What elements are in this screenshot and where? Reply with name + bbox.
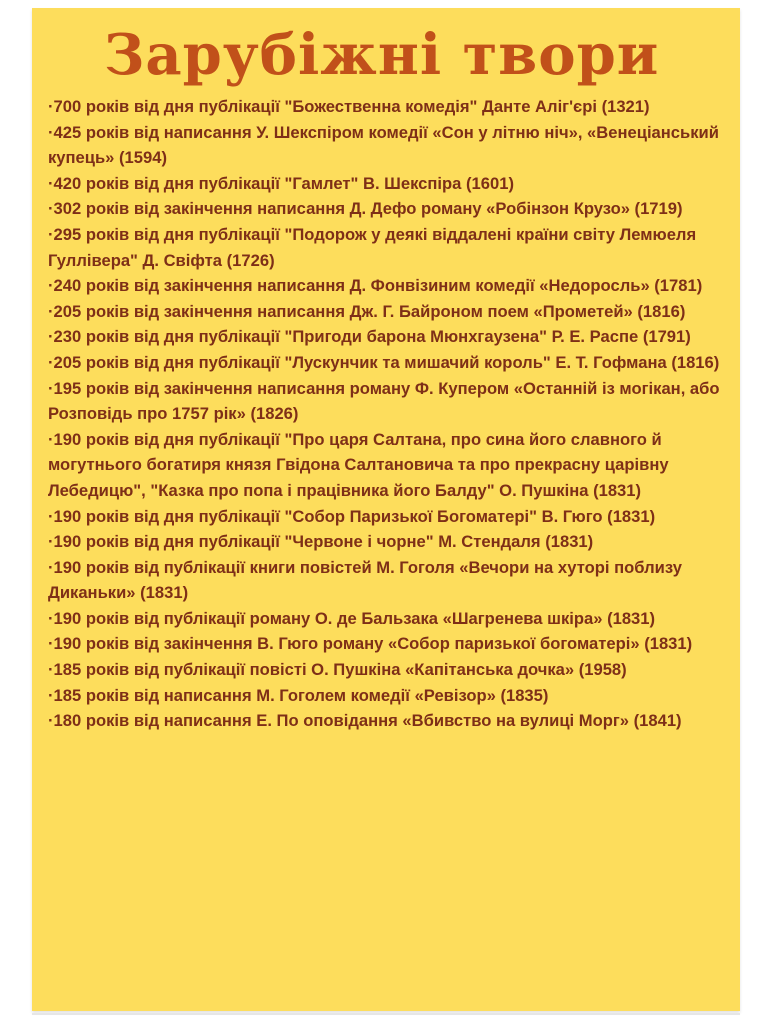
list-item: ·420 років від дня публікації "Гамлет" В. Шекспіра (1601) [48,173,514,193]
list-item: ·700 років від дня публікації "Божественна комедія" Данте Аліг'єрі (1321) [48,97,650,116]
list-item: ·230 років від дня публікації "Пригоди барона Мюнхгаузена" Р. Е. Распе (1791) [48,327,691,347]
list-item: ·295 років від дня публікації "Подорож у деякі віддалені країни світу Лемюеля Гуллівера" Д. Свіфта (1726) [48,224,697,270]
list-item: ·185 років від публікації повісті О. Пушкіна «Капітанська дочка» (1958) [48,660,627,680]
list-item: ·190 років від закінчення В. Гюго роману «Собор паризької богоматері» (1831) [48,634,693,654]
list-item: ·302 років від закінчення написання Д. Дефо роману «Робінзон Крузо» (1719) [48,199,683,219]
anniversary-list [48,94,728,734]
list-item: ·190 років від дня публікації "Собор Паризької Богоматері" В. Гюго (1831) [48,506,656,526]
list-item: ·180 років від написання Е. По оповідання «Вбивство на вулиці Морг» (1841) [48,711,682,731]
list-item: ·205 років від дня публікації "Лускунчик та мишачий король" Е. Т. Гофмана (1816) [48,352,720,372]
list-item: ·190 років від публікації роману О. де Бальзака «Шагренева шкіра» (1831) [48,608,656,628]
list-item: ·240 років від закінчення написання Д. Фонвізиним комедії «Недоросль» (1781) [48,276,703,296]
list-item: ·425 років від написання У. Шекспіром комедії «Сон у літню ніч», «Венеціанський купець» (1594) [48,122,719,168]
list-item: ·205 років від закінчення написання Дж. Г. Байроном поем «Прометей» (1816) [48,301,686,321]
list-item: ·185 років від написання М. Гоголем комедії «Ревізор» (1835) [48,685,549,705]
list-item: ·190 років від дня публікації "Червоне і чорне" М. Стендаля (1831) [48,532,594,552]
poster-card [32,8,740,1011]
list-item: ·190 років від дня публікації "Про царя Салтана, про сина його славного й могутнього богатиря князя Гвідона Салтановича та про прекрасну царівну Лебедицю", "Казка про попа і працівника його Балду" О. Пушкіна (1831) [48,429,669,500]
page-bottom-divider [32,1013,740,1015]
poster-title: Зарубіжні твори [104,22,660,88]
list-item: ·195 років від закінчення написання роману Ф. Купером «Останній із могікан, або Розповідь про 1757 рік» (1826) [48,378,720,424]
list-item: ·190 років від публікації книги повістей М. Гоголя «Вечори на хуторі поблизу Диканьки» (1831) [48,557,682,603]
